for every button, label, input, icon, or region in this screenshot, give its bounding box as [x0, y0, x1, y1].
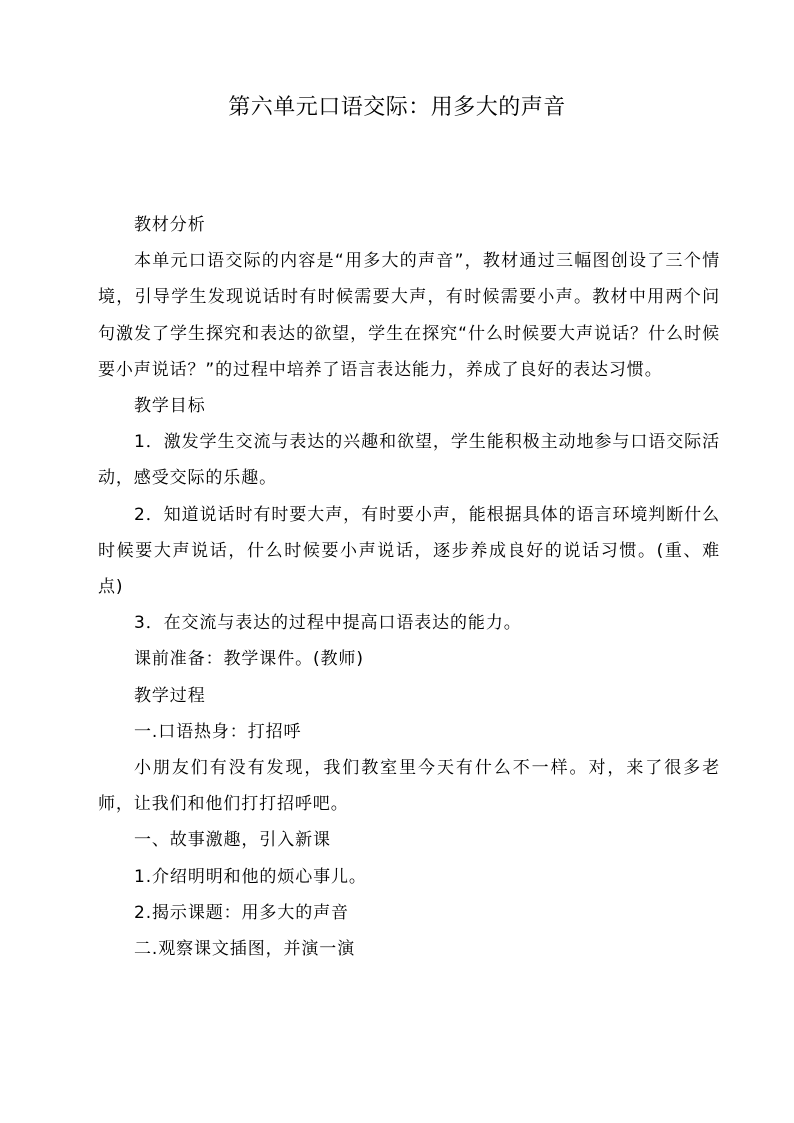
goal-item-2: 2．知道说话时有时要大声，有时要小声，能根据具体的语言环境判断什么时候要大声说话，什么时候要小声说话，逐步养成良好的说话习惯。(重、难点)	[98, 504, 720, 598]
document-body	[98, 207, 720, 967]
step-story-intro: 一、故事激趣，引入新课	[134, 830, 331, 851]
step-warmup: 一.口语热身：打招呼	[134, 721, 302, 742]
step-observe: 二.观察课文插图，并演一演	[134, 939, 356, 960]
heading-textbook-analysis: 教材分析	[134, 215, 206, 235]
goal-item-1: 1．激发学生交流与表达的兴趣和欲望，学生能积极主动地参与口语交际活动，感受交际的乐趣。	[98, 432, 720, 489]
document-title: 第六单元口语交际：用多大的声音	[228, 95, 566, 120]
preparation-line: 课前准备：教学课件。(教师)	[134, 649, 364, 670]
heading-teaching-process: 教学过程	[134, 685, 206, 706]
step-item-1: 1.介绍明明和他的烦心事儿。	[134, 866, 367, 887]
paragraph-textbook-analysis: 本单元口语交际的内容是“用多大的声音”，教材通过三幅图创设了三个情境，引导学生发现说话时有时候需要大声，有时候需要小声。教材中用两个问句激发了学生探究和表达的欲望，学生在探究“什么时候要大声说话？什么时候要小声说话？”的过程中培养了语言表达能力，养成了良好的表达习惯。	[98, 251, 720, 380]
step-item-2: 2.揭示课题：用多大的声音	[134, 902, 349, 923]
paragraph-warmup: 小朋友们有没有发现，我们教室里今天有什么不一样。对，来了很多老师，让我们和他们打打招呼吧。	[98, 758, 720, 815]
heading-teaching-goals: 教学目标	[134, 396, 206, 417]
goal-item-3: 3．在交流与表达的过程中提高口语表达的能力。	[134, 613, 522, 634]
